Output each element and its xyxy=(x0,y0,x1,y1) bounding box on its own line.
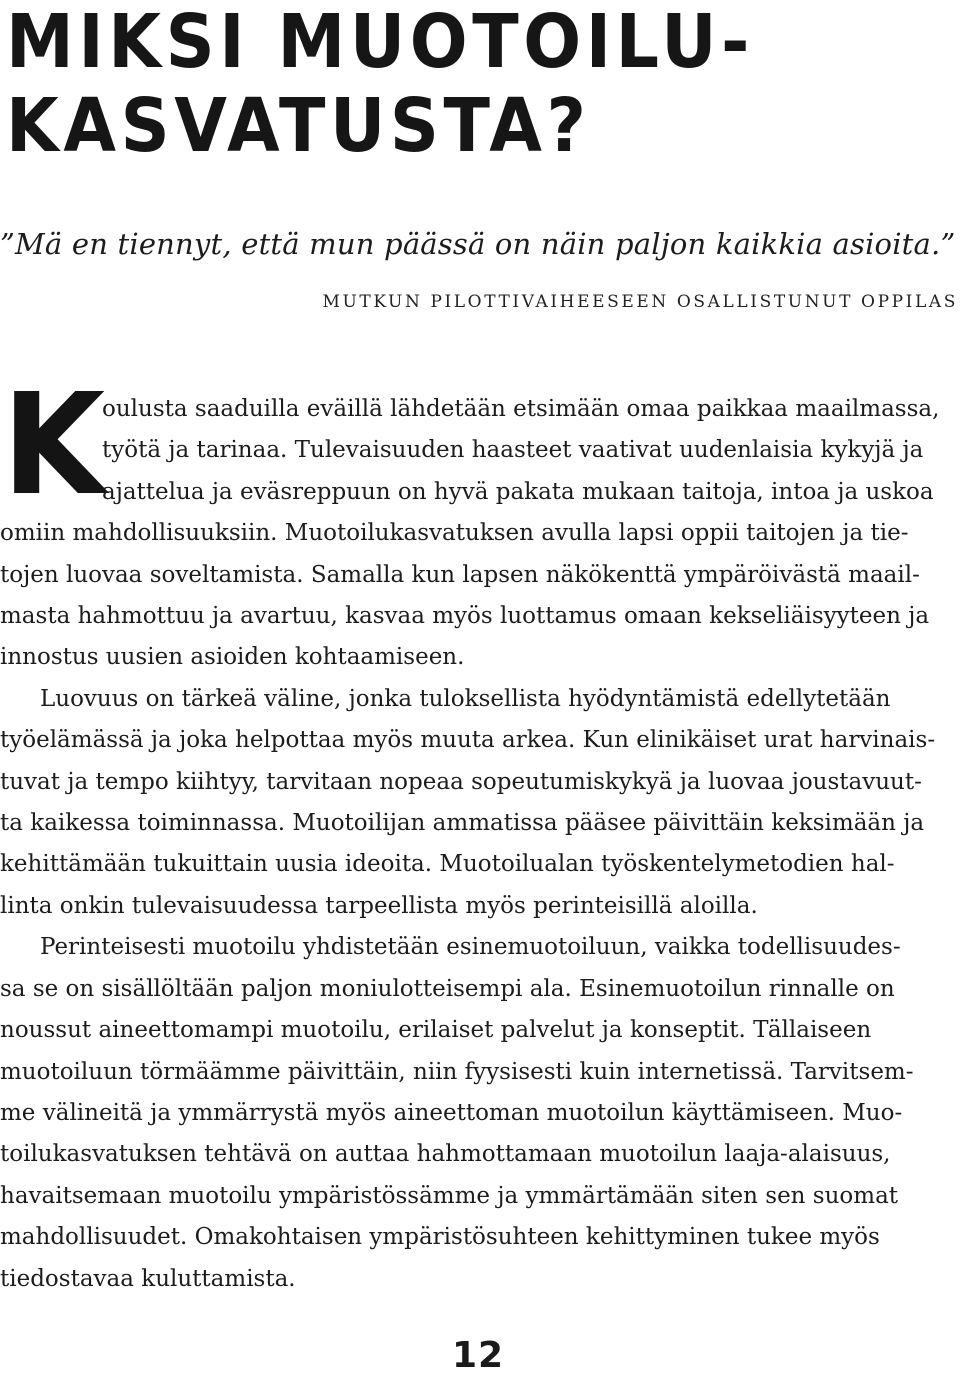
body-line: työtä ja tarinaa. Tulevaisuuden haasteet vaativat uudenlaisia kykyjä ja xyxy=(102,437,924,464)
body-line: tiedostavaa kuluttamista. xyxy=(0,1265,296,1292)
body-line: muotoiluun törmäämme päivittäin, niin fyysisesti kuin internetissä. Tarvitsem- xyxy=(0,1058,914,1085)
body-line: Perinteisesti muotoilu yhdistetään esinemuotoiluun, vaikka todellisuudes- xyxy=(40,934,901,961)
heading-line-2: KASVATUSTA? xyxy=(6,83,591,169)
body-line: oulusta saaduilla eväillä lähdetään etsimään omaa paikkaa maailmassa, xyxy=(102,396,940,422)
body-line: masta hahmottuu ja avartuu, kasvaa myös luottamus omaan kekseliäisyyteen ja xyxy=(0,603,930,630)
body-line: tojen luovaa soveltamista. Samalla kun lapsen näkökenttä ympäröivästä maail- xyxy=(0,561,920,588)
body-line: omiin mahdollisuuksiin. Muotoilukasvatuksen avulla lapsi oppii taitojen ja tie- xyxy=(0,520,909,547)
page-number: 12 xyxy=(452,1335,505,1376)
body-line: innostus uusien asioiden kohtaamiseen. xyxy=(0,644,465,671)
article-body xyxy=(0,389,960,1300)
body-line: tuvat ja tempo kiihtyy, tarvitaan nopeaa sopeutumiskykyä ja luovaa joustavuut- xyxy=(0,768,922,795)
body-line: Luovuus on tärkeä väline, jonka tuloksellista hyödyntämistä edellytetään xyxy=(40,685,891,712)
quote-attribution: MUTKUN PILOTTIVAIHEESEEN OSALLISTUNUT OPPILAS xyxy=(322,292,958,312)
body-line: ajattelua ja eväsreppuun on hyvä pakata mukaan taitoja, intoa ja uskoa xyxy=(102,478,934,505)
heading-line-1: MIKSI MUOTOILU- xyxy=(6,0,754,85)
body-line: me välineitä ja ymmärrystä myös aineettoman muotoilun käyttämiseen. Muo- xyxy=(0,1099,903,1126)
pull-quote: ”Mä en tiennyt, että mun päässä on näin paljon kaikkia asioita.” xyxy=(0,227,956,261)
page-heading xyxy=(6,0,754,168)
body-line: linta onkin tulevaisuudessa tarpeellista myös perinteisillä aloilla. xyxy=(0,892,758,919)
body-line: kehittämään tukuittain uusia ideoita. Muotoilualan työskentelymetodien hal- xyxy=(0,851,895,878)
body-line: noussut aineettomampi muotoilu, erilaiset palvelut ja konseptit. Tällaiseen xyxy=(0,1017,872,1044)
body-line: toilukasvatuksen tehtävä on auttaa hahmottamaan muotoilun laaja-alaisuus, xyxy=(0,1141,891,1168)
drop-cap: K xyxy=(2,364,106,527)
body-line: havaitsemaan muotoilu ympäristössämme ja ymmärtämään siten sen suomat xyxy=(0,1182,899,1209)
body-line: työelämässä ja joka helpottaa myös muuta arkea. Kun elinikäiset urat harvinais- xyxy=(0,727,936,754)
body-line: mahdollisuudet. Omakohtaisen ympäristösuhteen kehittyminen tukee myös xyxy=(0,1224,880,1251)
body-line: sa se on sisällöltään paljon moniulotteisempi ala. Esinemuotoilun rinnalle on xyxy=(0,975,895,1002)
body-line: ta kaikessa toiminnassa. Muotoilijan ammatissa pääsee päivittäin keksimään ja xyxy=(0,810,925,837)
